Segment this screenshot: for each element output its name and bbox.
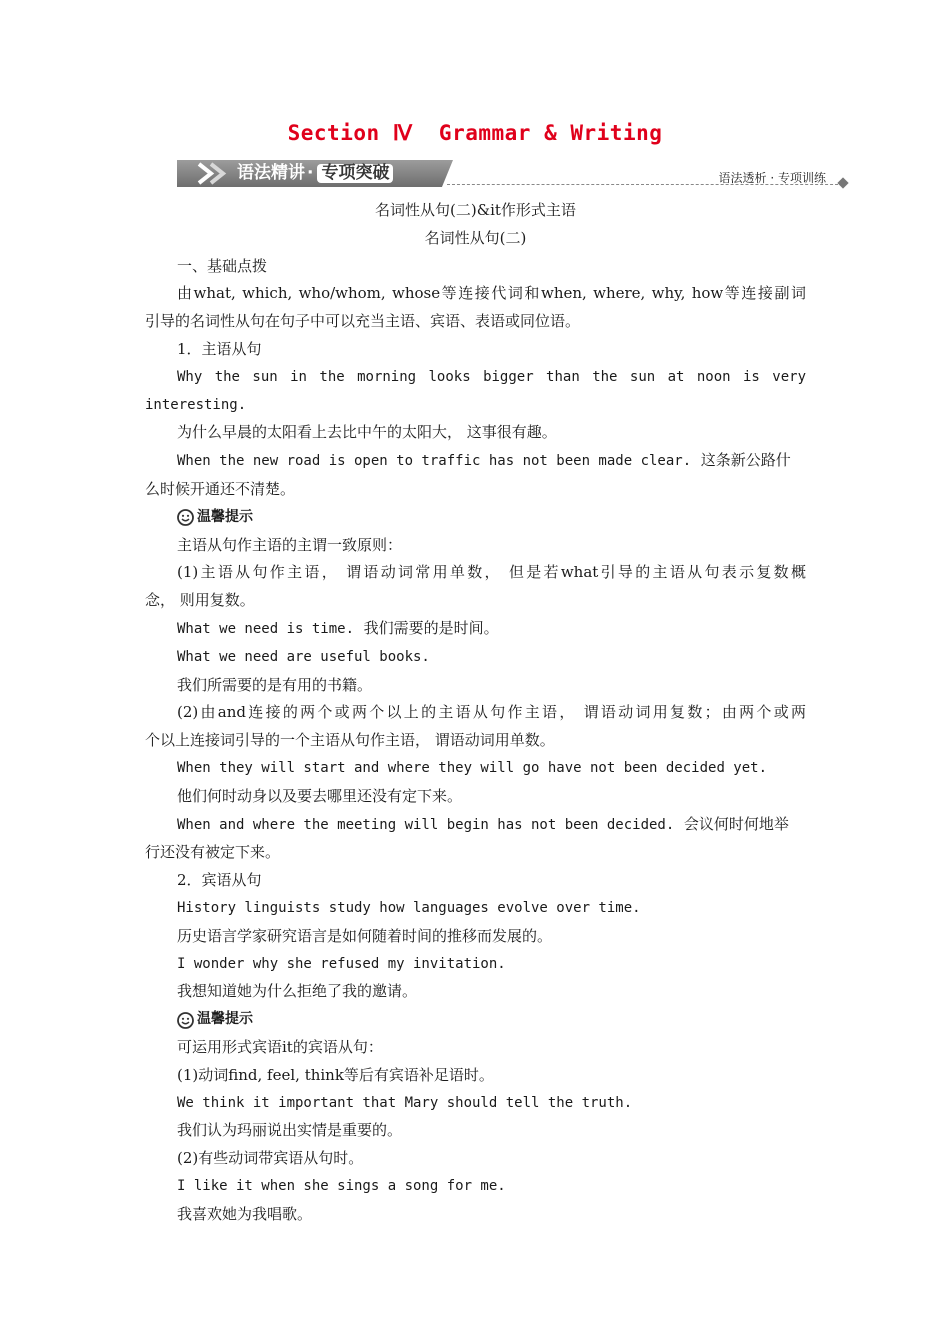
tip-1-title: 主语从句作主语的主谓一致原则：: [177, 535, 403, 554]
smiley-icon: [177, 509, 194, 526]
example-1-line-1: Why the sun in the morning looks bigger than the sun at noon is very: [177, 368, 806, 385]
section-banner: [177, 160, 850, 190]
example-3-translation: 我们需要的是时间。: [363, 618, 499, 637]
double-chevron-icon: [195, 162, 235, 185]
example-2-translation-b: 么时候开通还不清楚。: [145, 479, 296, 498]
example-10-english: I like it when she sings a song for me.: [177, 1177, 506, 1194]
example-7-translation: 历史语言学家研究语言是如何随着时间的推移而发展的。: [177, 926, 553, 945]
example-5-english: When they will start and where they will go have not been decided yet.: [177, 759, 768, 776]
example-5-translation: 他们何时动身以及要去哪里还没有定下来。: [177, 786, 463, 805]
example-8-english: I wonder why she refused my invitation.: [177, 955, 506, 972]
tip-2-point-2: (2)有些动词带宾语从句时。: [177, 1149, 364, 1168]
example-7-english: History linguists study how languages evolve over time.: [177, 899, 641, 916]
intro-line-2: 引导的名词性从句在句子中可以充当主语、宾语、表语或同位语。: [145, 312, 581, 331]
example-3: [145, 615, 806, 644]
tip-label: 温馨提示: [197, 1011, 253, 1028]
example-6-translation-b: 行还没有被定下来。: [145, 843, 281, 862]
main-content: [145, 197, 806, 1228]
tip-header-1: [145, 504, 806, 532]
example-3-english: What we need is time.: [177, 620, 355, 637]
example-2-translation-a: 这条新公路什: [700, 451, 791, 470]
tip-1-point-2-line-2: 个以上连接词引导的一个主语从句作主语， 谓语动词用单数。: [145, 731, 555, 750]
heading-main: 名词性从句(二)&it作形式主语: [375, 201, 576, 219]
tip-2-point-1: (1)动词find, feel, think等后有宾语补足语时。: [177, 1065, 494, 1084]
section-title: Section Ⅳ Grammar & Writing: [287, 121, 663, 145]
tip-1-point-1-line-2: 念， 则用复数。: [145, 591, 255, 610]
example-6-line-1: [145, 811, 806, 840]
example-9-english: We think it important that Mary should tell the truth.: [177, 1094, 633, 1111]
smiley-icon: [177, 1012, 194, 1029]
example-1-translation: 为什么早晨的太阳看上去比中午的太阳大， 这事很有趣。: [177, 423, 557, 442]
banner-dot: ·: [307, 163, 314, 183]
subheading-subject-clause: 1．主语从句: [177, 339, 262, 358]
heading-sub: 名词性从句(二): [424, 228, 527, 247]
tip-2-title: 可运用形式宾语it的宾语从句：: [177, 1037, 383, 1056]
banner-right-label: 语法透析 · 专项训练: [718, 171, 826, 185]
example-6-english: When and where the meeting will begin has not been decided.: [177, 816, 675, 833]
section-heading: 一、基础点拨: [177, 256, 268, 275]
banner-label-b: 专项突破: [317, 164, 393, 183]
subheading-object-clause: 2．宾语从句: [177, 871, 262, 890]
example-2-english: When the new road is open to traffic has not been made clear.: [177, 453, 692, 470]
intro-line-1: 由what, which, who/whom, whose等连接代词和when, where, why, how等连接副词: [177, 284, 806, 303]
example-4-english: What we need are useful books.: [177, 648, 430, 665]
example-9-translation: 我们认为玛丽说出实情是重要的。: [177, 1121, 403, 1140]
banner-label-a: 语法精讲: [237, 163, 305, 183]
tip-label: 温馨提示: [197, 508, 253, 525]
example-2-line-1: [145, 447, 806, 476]
example-1-line-2: interesting.: [145, 396, 247, 413]
tip-1-point-2-line-1: (2)由and连接的两个或两个以上的主语从句作主语， 谓语动词用复数；由两个或两: [177, 703, 806, 722]
example-8-translation: 我想知道她为什么拒绝了我的邀请。: [177, 982, 418, 1001]
tip-header-2: [145, 1006, 806, 1034]
example-6-translation-a: 会议何时何地举: [683, 814, 789, 833]
diamond-icon: [837, 177, 848, 188]
example-4-translation: 我们所需要的是有用的书籍。: [177, 675, 373, 694]
banner-left-text: [237, 162, 393, 185]
tip-1-point-1-line-1: (1)主语从句作主语， 谓语动词常用单数， 但是若what引导的主语从句表示复数概: [177, 563, 806, 582]
example-10-translation: 我喜欢她为我唱歌。: [177, 1204, 313, 1223]
